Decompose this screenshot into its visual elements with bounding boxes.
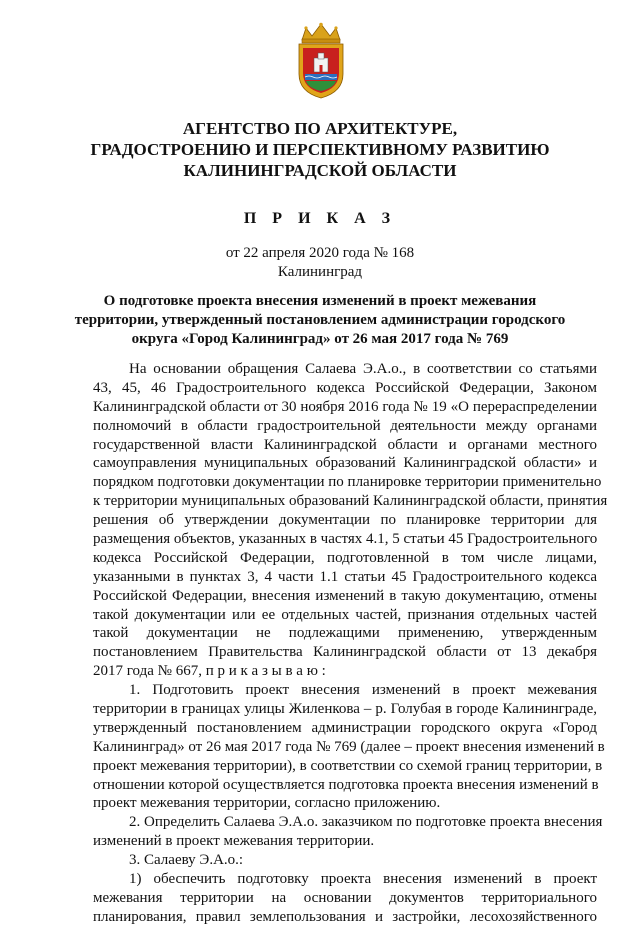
body-line: Калининград» от 26 мая 2017 года № 769 (далее – проект внесения изменений в: [93, 738, 605, 755]
body-line: проект межевания территории, согласно приложению.: [93, 795, 441, 812]
agency-line: КАЛИНИНГРАДСКОЙ ОБЛАСТИ: [183, 161, 457, 180]
subject-line: О подготовке проекта внесения изменений в проект межевания: [103, 293, 537, 309]
order-meta: [0, 244, 640, 282]
body-line: самоуправления муниципальных образований Калининградской области» и: [93, 455, 597, 472]
body-line: Калининградской области от 30 ноября 2016 года № 19 «О перераспределении: [93, 398, 597, 415]
body-line: 2. Определить Салаева Э.А.о. заказчиком по подготовке проекта внесения: [129, 814, 603, 831]
coat-of-arms-emblem: [296, 22, 346, 100]
body-line: полномочий в области градостроительной деятельности между органами: [93, 417, 597, 434]
body-line: 1) обеспечить подготовку проекта внесения изменений в проект: [129, 871, 597, 888]
order-city: Калининград: [277, 264, 363, 280]
body-line: порядком подготовки документации по планировке территории применительно: [93, 474, 602, 491]
order-subject: [0, 292, 640, 349]
order-title: П Р И К А З: [243, 210, 397, 227]
body-line: государственной власти Калининградской области и органами местного: [93, 436, 597, 453]
body-line: проект межевания территории), в соответствии со схемой границ территории, в: [93, 757, 603, 774]
body-line: планирования, правил землепользования и застройки, лесохозяйственного: [93, 908, 597, 925]
body-line: утвержденный постановлением администрации городского округа «Город: [93, 719, 597, 736]
body-line: к территории муниципальных образований Калининградской области, принятия: [93, 493, 608, 510]
subject-line: округа «Город Калининград» от 26 мая 2017 года № 769: [131, 331, 509, 347]
agency-line: ГРАДОСТРОЕНИЮ И ПЕРСПЕКТИВНОМУ РАЗВИТИЮ: [90, 140, 550, 159]
body-line: 3. Салаеву Э.А.о.:: [129, 852, 244, 869]
body-line: размещения объектов, указанных в частях 4.1, 5 статьи 45 Градостроительного: [93, 531, 598, 548]
body-line: 1. Подготовить проект внесения изменений в проект межевания: [129, 682, 597, 699]
body-line: такой документации или ее отдельных частей, признания отдельных частей: [93, 606, 597, 623]
subject-line: территории, утвержденный постановлением администрации городского: [74, 312, 566, 328]
body-line: такой документации не подлежащими применению, утвержденным: [93, 625, 597, 642]
order-date-number: от 22 апреля 2020 года № 168: [225, 245, 415, 261]
body-line: Российской Федерации, внесения изменений в такую документацию, отмены: [93, 587, 597, 604]
body-line: решения об утверждении документации по планировке территории для: [93, 512, 597, 529]
body-line: 2017 года № 667, п р и к а з ы в а ю :: [93, 663, 326, 680]
body-line: 43, 45, 46 Градостроительного кодекса Российской Федерации, Законом: [93, 379, 597, 396]
body-line: отношении которой осуществляется подготовка проекта внесения изменений в: [93, 776, 599, 793]
body-line: постановлением Правительства Калининградской области от 13 декабря: [93, 644, 597, 661]
body-line: указанными в пунктах 3, 4 части 1.1 статьи 45 Градостроительного кодекса: [93, 568, 597, 585]
order-body: [93, 360, 608, 927]
body-line: территории в границах улицы Жиленкова – р. Голубая в городе Калининграде,: [93, 701, 597, 718]
body-line: кодекса Российской Федерации, подготовленной в том числе лицами,: [93, 549, 597, 566]
body-line: межевания территории на основании документов территориального: [93, 889, 597, 906]
agency-name: [0, 118, 640, 181]
agency-line: АГЕНТСТВО ПО АРХИТЕКТУРЕ,: [182, 119, 458, 138]
body-line: изменений в проект межевания территории.: [93, 833, 375, 850]
body-line: На основании обращения Салаева Э.А.о., в соответствии со статьями: [129, 361, 597, 377]
